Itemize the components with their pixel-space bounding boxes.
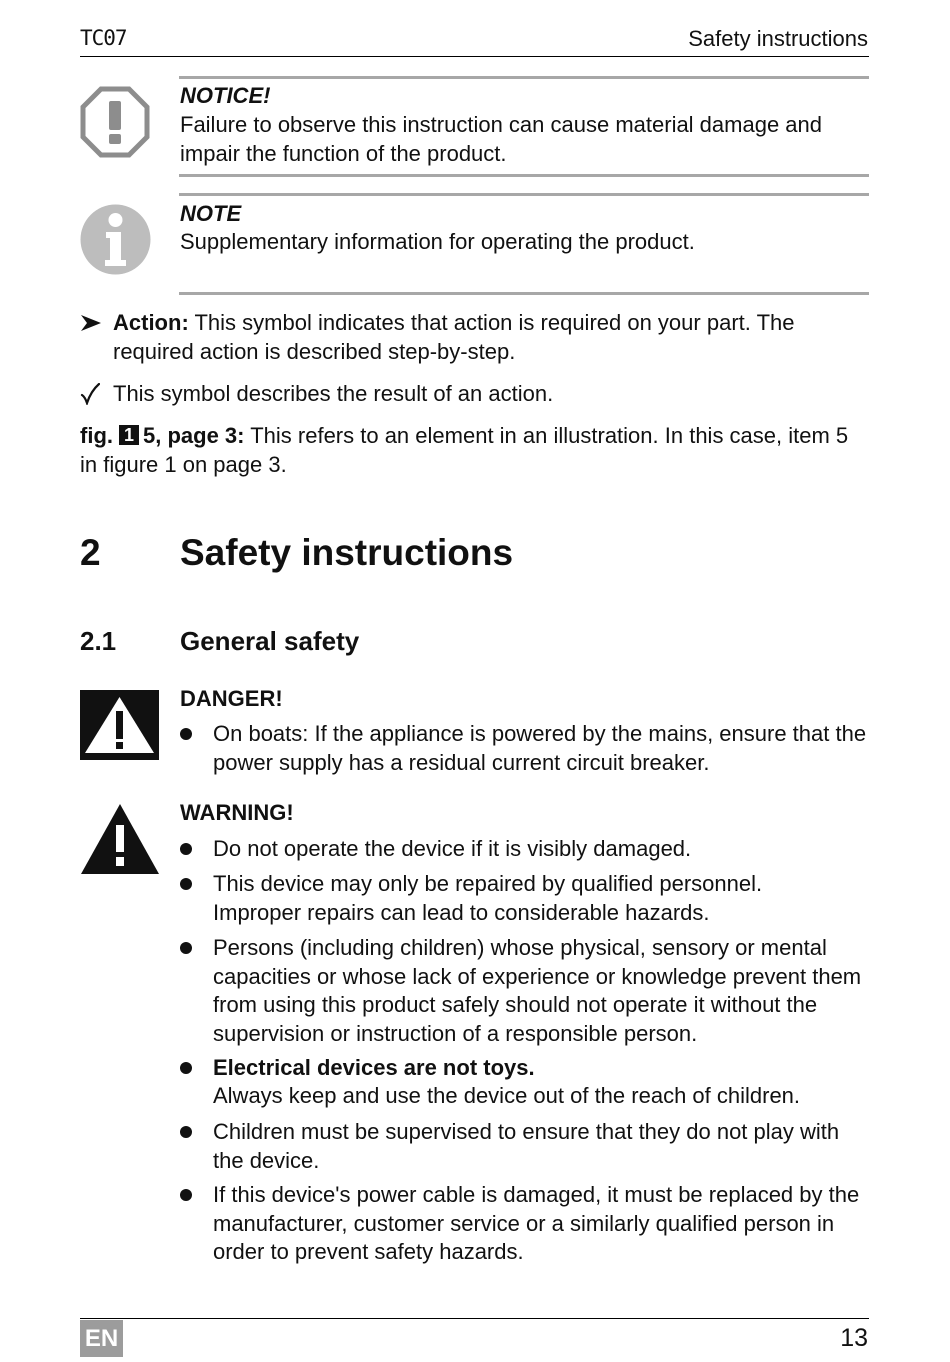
danger-item: On boats: If the appliance is powered by the mains, ensure that the power supply has a residual current circuit breaker. (213, 721, 867, 775)
note-bottom-rule (179, 292, 869, 295)
fig-reference (80, 422, 870, 479)
header-section: Safety instructions (688, 26, 868, 51)
warning-item: If this device's power cable is damaged, it must be replaced by the manufacturer, customer service or a similarly qualified person in order to prevent safety hazards. (213, 1182, 860, 1264)
warning-triangle-boxed-icon (80, 690, 159, 760)
result-text: This symbol describes the result of an action. (113, 381, 554, 406)
warning-item-bold: Electrical devices are not toys. (213, 1055, 535, 1080)
language-badge: EN (80, 1320, 123, 1357)
subsection-title: General safety (180, 626, 360, 656)
fig-text: This refers to an element in an illustration. In this case, item 5 in figure 1 on page 3. (80, 423, 849, 477)
arrowhead-icon (80, 314, 102, 332)
warning-item: This device may only be repaired by qualified personnel. Improper repairs can lead to considerable hazards. (213, 871, 763, 925)
warning-bullet (180, 942, 192, 954)
octagon-exclamation-icon (80, 86, 150, 158)
fig-label: 5, page 3: (143, 423, 245, 448)
action-label: Action: (113, 310, 189, 335)
note-top-rule (179, 193, 869, 196)
warning-item: Do not operate the device if it is visibly damaged. (213, 836, 692, 861)
action-text: This symbol indicates that action is required on your part. The required action is described step-by-step. (113, 310, 795, 364)
warning-bullet (180, 878, 192, 890)
warning-bullet (180, 1126, 192, 1138)
chapter-number: 2 (80, 532, 101, 573)
footer-rule (80, 1318, 869, 1319)
danger-bullet (180, 728, 192, 740)
page-number: 13 (840, 1324, 868, 1352)
subsection-number: 2.1 (80, 626, 117, 656)
fig-prefix: fig. (80, 423, 113, 448)
warning-bullet (180, 1189, 192, 1201)
warning-triangle-icon (80, 803, 160, 875)
warning-title: WARNING! (180, 800, 294, 825)
fig-number-box: 1 (119, 425, 139, 445)
notice-top-rule (179, 76, 869, 79)
warning-item-continuation: Always keep and use the device out of the reach of children. (213, 1083, 801, 1108)
header-rule (80, 56, 869, 57)
chapter-title: Safety instructions (180, 532, 514, 573)
notice-title: NOTICE! (180, 83, 271, 108)
header-model: TC07 (80, 26, 127, 50)
check-mark-icon (80, 383, 100, 405)
note-title: NOTE (180, 201, 242, 226)
danger-title: DANGER! (180, 686, 283, 711)
info-circle-icon (80, 204, 151, 275)
notice-text: Failure to observe this instruction can cause material damage and impair the function of the product. (180, 112, 823, 166)
warning-item: Children must be supervised to ensure that they do not play with the device. (213, 1119, 840, 1173)
action-paragraph (113, 309, 869, 366)
warning-bullet (180, 843, 192, 855)
note-text: Supplementary information for operating the product. (180, 229, 695, 254)
warning-item: Persons (including children) whose physical, sensory or mental capacities or whose lack of experience or knowledge prevent them from using this product safely should not operate it without the supervision or instruction of a responsible person. (213, 935, 862, 1046)
notice-bottom-rule (179, 174, 869, 177)
warning-bullet (180, 1062, 192, 1074)
